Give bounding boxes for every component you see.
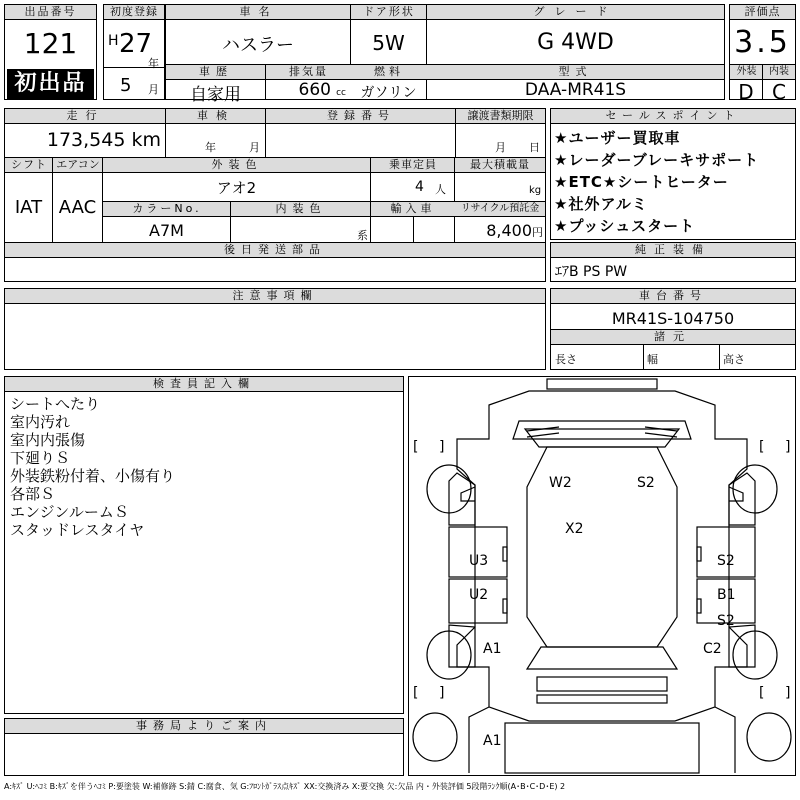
registration-era: H: [108, 33, 119, 49]
inspector-notes-box: [4, 376, 404, 714]
score-value: 3.5: [734, 25, 791, 60]
front-bumper: [547, 379, 657, 389]
left-bracket-close: ]: [439, 685, 445, 701]
door-type-label: ドア形状: [351, 5, 427, 20]
door-handle-icon: [697, 547, 701, 561]
width-label: 幅: [647, 353, 658, 366]
vehicle-info-box: [165, 4, 725, 105]
capacity-value: 4: [415, 179, 424, 195]
max-load-label: 最大積載量: [455, 158, 545, 173]
displacement-value: [266, 80, 350, 100]
damage-mark: S2: [637, 475, 655, 491]
car-name-label: 車名: [166, 5, 351, 20]
standard-equipment-box: [550, 242, 796, 282]
office-notice-label: 事務局よりご案内: [5, 719, 403, 734]
chassis-box: [550, 288, 796, 370]
displacement-label: 排気量: [266, 65, 351, 80]
height-label: 高さ: [723, 353, 745, 366]
fuel-value: ガソリン: [360, 85, 417, 101]
underbody-outline: [469, 707, 735, 773]
model-value: DAA-MR41S: [524, 80, 627, 100]
mileage-label: 走行: [5, 109, 166, 124]
inspector-note: エンジンルームＳ: [10, 503, 129, 521]
chassis-number: MR41S-104750: [611, 309, 735, 328]
inspector-notes-label: 検査員記入欄: [5, 377, 403, 392]
office-notice-box: [4, 718, 404, 776]
spare-wheel-icon: [413, 713, 457, 761]
car-name-value: ハスラー: [222, 35, 294, 56]
left-bracket-open: [: [413, 439, 419, 455]
registration-month-unit: 月: [148, 83, 159, 96]
inspection-year-unit: 年: [205, 141, 216, 154]
capacity-label: 乗車定員: [371, 158, 455, 173]
rear-panel: [505, 723, 699, 773]
shift-value: IAT: [14, 197, 43, 218]
inspector-note: 下廻りＳ: [10, 449, 71, 467]
car-body-outline: [457, 391, 747, 721]
import-label: 輸入車: [371, 202, 455, 217]
left-bracket-open: [: [413, 685, 419, 701]
right-bracket-close: ]: [785, 439, 791, 455]
door-handle-icon: [503, 599, 507, 613]
sales-point: ★プッシュスタート: [554, 217, 696, 235]
legend-text: A:ｷｽﾞ U:ﾍｺﾐ B:ｷｽﾞを伴うﾍｺﾐ P:要塗装 W:補修跡 S:錆 C:腐食、気 G:ﾌﾛﾝﾄｶﾞﾗｽ点ｷｽﾞ XX:交換済み X:要交換 欠:欠品 内・外装評価 5段階ﾗﾝｸ順(A･B･C･D･E) 2: [4, 782, 566, 791]
recycle-value: [455, 221, 545, 240]
right-bracket-open: [: [759, 439, 765, 455]
score-box: [729, 4, 796, 104]
door-handle-icon: [503, 547, 507, 561]
deadline-day-unit: 日: [529, 141, 540, 154]
exterior-color-value: アオ2: [216, 179, 257, 197]
damage-diagram-box: [408, 376, 796, 776]
first-registration-label: 初度登録: [104, 5, 164, 20]
inspector-note: スタッドレスタイヤ: [10, 521, 145, 539]
door-handle-icon: [697, 599, 701, 613]
specs-grid: [4, 108, 546, 282]
recycle-amount: 8,400: [486, 221, 532, 240]
rear-window: [527, 647, 677, 669]
damage-mark: A1: [483, 641, 502, 657]
damage-mark: S2: [717, 613, 735, 629]
standard-equipment-value: ｴｱB PS PW: [555, 264, 628, 280]
registration-year: 27: [119, 29, 153, 59]
caution-box: [4, 288, 546, 370]
damage-mark: U3: [469, 553, 489, 569]
aircon-value: AAC: [58, 197, 97, 218]
damage-mark: A1: [483, 733, 502, 749]
inspector-note: 室内汚れ: [10, 413, 71, 431]
grade-value: G 4WD: [537, 30, 614, 55]
dimensions-label: 諸元: [551, 330, 795, 345]
interior-grade: C: [772, 80, 786, 104]
exterior-color-label: 外装色: [103, 158, 371, 173]
inspector-notes-list: [10, 395, 400, 539]
max-load-unit: kg: [529, 185, 542, 196]
inspector-note: 外装鉄粉付着、小傷有り: [10, 467, 176, 485]
standard-equipment-label: 純正装備: [551, 243, 795, 258]
left-bracket-close: ]: [439, 439, 445, 455]
sales-points-box: [550, 108, 796, 240]
exterior-label: 外装: [730, 65, 763, 80]
aircon-label: エアコン: [53, 158, 103, 173]
inspector-note: 各部Ｓ: [10, 485, 56, 503]
first-listing-text: 初出品: [14, 71, 87, 96]
color-number-value: A7M: [149, 221, 184, 240]
inspector-note: 室内内張傷: [10, 431, 86, 449]
chassis-label: 車台番号: [551, 289, 795, 304]
sales-points-label: セールスポイント: [551, 109, 795, 124]
tailgate-outline: [537, 677, 667, 691]
damage-mark: W2: [549, 475, 572, 491]
fuel-label: 燃料: [351, 65, 427, 80]
interior-color-label: 内装色: [231, 202, 371, 217]
model-label: 型式: [427, 65, 724, 80]
right-bracket-close: ]: [785, 685, 791, 701]
history-value: 自家用: [190, 85, 241, 105]
shift-label: シフト: [5, 158, 53, 173]
lot-number-label: 出品番号: [5, 5, 96, 20]
lot-number-box: [4, 4, 97, 100]
displacement-unit: cc: [336, 88, 346, 98]
history-label: 車歴: [166, 65, 266, 80]
door-type-value: 5W: [372, 31, 405, 55]
displacement-number: 660: [298, 80, 331, 100]
lot-number-value: 121: [23, 27, 78, 60]
score-label: 評価点: [730, 5, 795, 20]
right-bracket-open: [: [759, 685, 765, 701]
plate-label: 登録番号: [266, 109, 456, 124]
damage-mark: U2: [469, 587, 489, 603]
recycle-label: リサイクル預託金: [455, 202, 545, 217]
interior-label: 内装: [763, 65, 795, 80]
left-mirror-icon: [461, 487, 475, 501]
sales-point: ★ユーザー買取車: [554, 129, 681, 147]
right-front-door: [697, 527, 755, 577]
registration-month: 5: [120, 75, 132, 96]
rear-bumper: [537, 695, 667, 703]
spare-wheel-icon: [747, 713, 791, 761]
length-label: 長さ: [555, 353, 577, 366]
color-number-label: カラーNo.: [103, 202, 231, 217]
damage-mark: X2: [565, 521, 584, 537]
inspector-note: シートへたり: [10, 395, 101, 413]
sales-point: ★社外アルミ: [554, 195, 648, 213]
later-parts-label: 後日発送部品: [5, 243, 545, 258]
capacity-unit: 人: [435, 183, 446, 196]
car-diagram: [409, 377, 795, 775]
deadline-month-unit: 月: [495, 141, 506, 154]
grade-label: グレード: [427, 5, 724, 20]
damage-mark: B1: [717, 587, 736, 603]
sales-point: ★レーダーブレーキサポート: [554, 151, 760, 169]
exterior-grade: D: [738, 80, 754, 104]
damage-mark: C2: [703, 641, 722, 657]
windshield: [525, 429, 679, 447]
recycle-unit: 円: [532, 226, 543, 239]
sales-point: ★ETC★シートヒーター: [554, 173, 729, 191]
first-registration-box: [103, 4, 165, 100]
mileage-value: 173,545 km: [46, 129, 161, 151]
inspection-month-unit: 月: [249, 141, 260, 154]
deadline-label: 譲渡書類期限: [456, 109, 545, 124]
registration-year-unit: 年: [148, 57, 159, 70]
first-listing-badge: [7, 69, 94, 99]
right-mirror-icon: [729, 487, 743, 501]
interior-color-unit: 系: [357, 229, 368, 242]
inspection-label: 車検: [166, 109, 266, 124]
sales-points-list: [554, 127, 794, 237]
damage-mark: S2: [717, 553, 735, 569]
left-front-door: [449, 527, 507, 577]
caution-label: 注意事項欄: [5, 289, 545, 304]
